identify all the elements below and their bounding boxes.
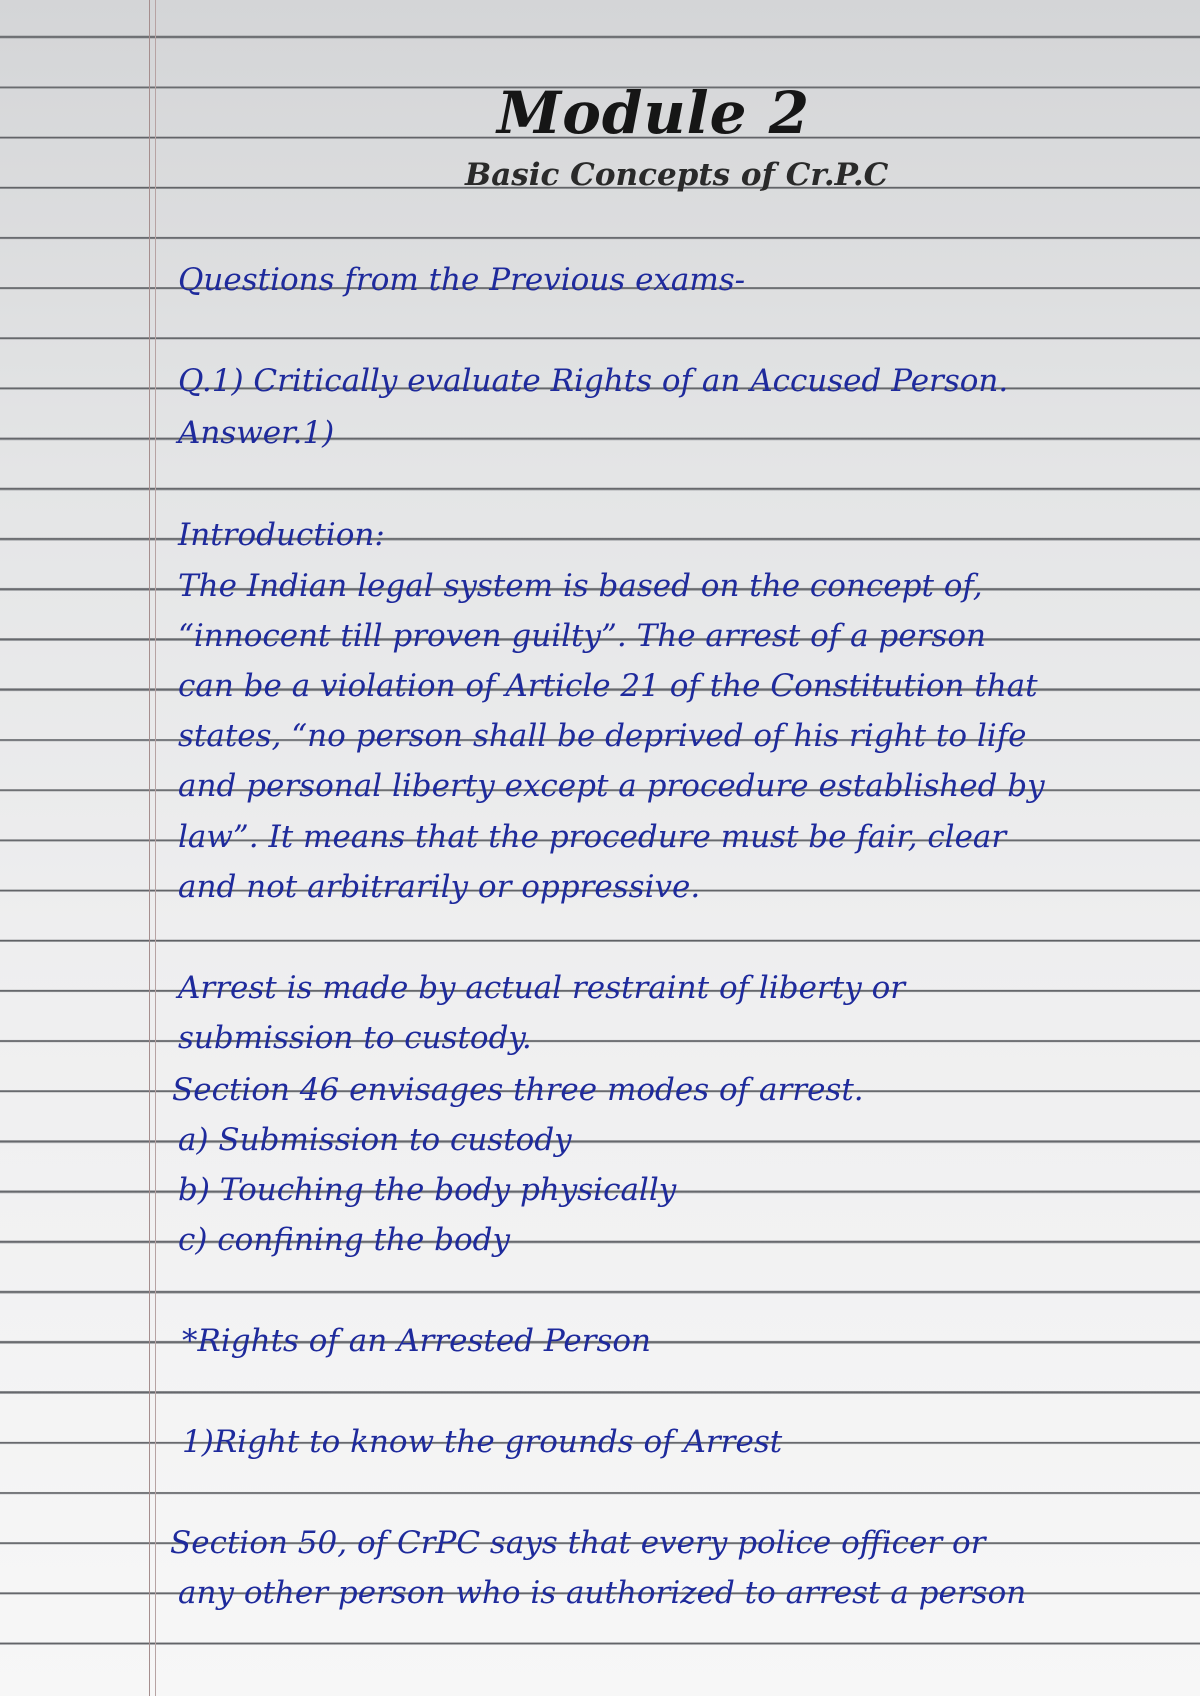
note-line: and personal liberty except a procedure established by	[178, 768, 1045, 804]
note-line-list-item: b) Touching the body physically	[178, 1172, 677, 1208]
page-title: Module 2	[497, 79, 811, 147]
page-subtitle: Basic Concepts of Cr.P.C	[465, 157, 889, 193]
note-line: Section 46 envisages three modes of arrest.	[172, 1072, 864, 1108]
note-line: submission to custody.	[178, 1020, 532, 1056]
note-line-subheading: 1)Right to know the grounds of Arrest	[182, 1424, 783, 1460]
note-line: The Indian legal system is based on the concept of,	[178, 568, 983, 604]
margin-line	[149, 0, 150, 1696]
note-line-question: Q.1) Critically evaluate Rights of an Accused Person.	[178, 363, 1009, 399]
note-line: Arrest is made by actual restraint of liberty or	[178, 970, 906, 1006]
note-line-list-item: a) Submission to custody	[178, 1122, 572, 1158]
note-line-introduction-heading: Introduction:	[178, 517, 385, 553]
note-line: and not arbitrarily or oppressive.	[178, 869, 701, 905]
note-line-section-heading: Questions from the Previous exams-	[178, 262, 746, 298]
note-line: any other person who is authorized to arrest a person	[178, 1575, 1027, 1611]
note-line-list-item: c) confining the body	[178, 1222, 511, 1258]
note-line-answer-label: Answer.1)	[178, 415, 335, 451]
margin-line	[155, 0, 156, 1696]
note-line: states, “no person shall be deprived of his right to life	[178, 718, 1027, 754]
note-line: can be a violation of Article 21 of the Constitution that	[178, 668, 1038, 704]
note-line: “innocent till proven guilty”. The arrest of a person	[178, 618, 986, 654]
note-line: Section 50, of CrPC says that every police officer or	[170, 1525, 986, 1561]
note-line: law”. It means that the procedure must be fair, clear	[178, 819, 1007, 855]
note-line-subheading: *Rights of an Arrested Person	[182, 1323, 652, 1359]
